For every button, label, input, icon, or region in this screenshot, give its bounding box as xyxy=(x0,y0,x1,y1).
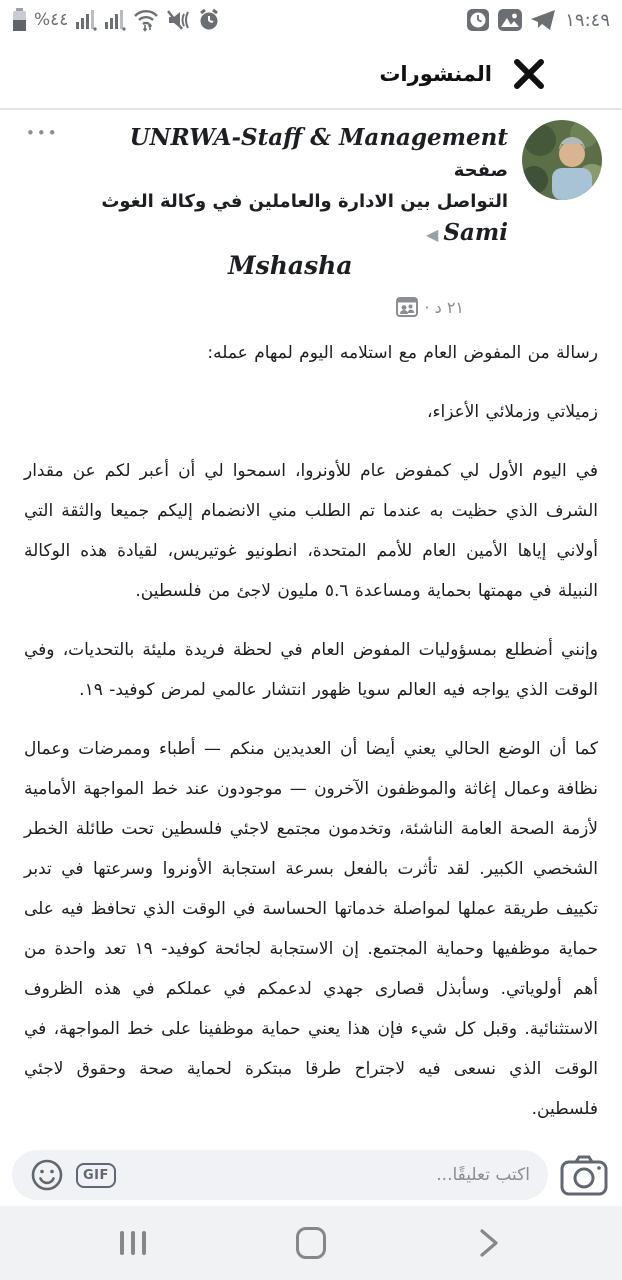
page-name-arabic-prefix: صفحة xyxy=(453,160,508,181)
post-header xyxy=(0,110,622,285)
battery-icon xyxy=(12,8,27,32)
back-icon[interactable] xyxy=(476,1226,502,1260)
post-title-block[interactable] xyxy=(73,120,508,285)
post-body xyxy=(0,317,622,1144)
comment-bar xyxy=(0,1144,622,1206)
close-icon[interactable] xyxy=(510,55,548,93)
post-paragraph: رسالة من المفوض العام مع استلامه اليوم لمهام عمله: xyxy=(207,343,598,363)
post-paragraph: وإنني أضطلع بمسؤوليات المفوض العام في لحظة فريدة مليئة بالتحديات، وفي الوقت الذي يواجه فيه العالم سويا ظهور انتشار عالمي لمرض كوفيد- ١٩. xyxy=(24,640,598,700)
gallery-icon xyxy=(497,8,523,32)
comment-input-pill[interactable] xyxy=(12,1150,548,1200)
page-name-line1 xyxy=(73,122,508,186)
shared-arrow-icon: ◀ xyxy=(426,225,439,244)
avatar[interactable] xyxy=(522,120,602,200)
timestamp-row xyxy=(0,285,622,317)
wifi-icon xyxy=(133,8,159,32)
battery-percent: %٤٤ xyxy=(34,10,69,30)
page-name-line2 xyxy=(73,186,508,250)
status-right-icons xyxy=(466,8,610,32)
group-icon xyxy=(396,297,418,317)
timestamp: ٢١ د · xyxy=(424,297,464,317)
clock-app-icon xyxy=(466,8,490,32)
camera-icon[interactable] xyxy=(558,1152,610,1198)
author-last-name: Mshasha xyxy=(227,251,353,280)
recents-icon[interactable] xyxy=(120,1231,146,1255)
mute-vibrate-icon xyxy=(166,8,190,32)
page-name-arabic-rest: التواصل بين الادارة والعاملين في وكالة الغوث xyxy=(101,191,508,212)
page-name-latin: UNRWA-Staff & Management xyxy=(129,124,508,151)
author-line xyxy=(73,250,508,285)
comment-input[interactable] xyxy=(128,1165,530,1185)
author-first-name: Sami xyxy=(443,219,508,246)
post-paragraph: في اليوم الأول لي كمفوض عام للأونروا، اسمحوا لي أن أعبر لكم عن مقدار الشرف الذي حظيت به عندما تم الطلب مني الانضمام إليكم جميعا والثقة التي أولاني إياها الأمين العام للأمم المتحدة، انطونيو غوتيريس، لقيادة هذه الوكالة النبيلة في مهمتها بحماية ومساعدة ٥.٦ مليون لاجئ من فلسطين. xyxy=(24,461,598,601)
gif-button[interactable]: GIF xyxy=(76,1163,116,1188)
home-icon[interactable] xyxy=(296,1227,326,1259)
post-paragraph: زميلاتي وزملائي الأعزاء، xyxy=(426,402,598,422)
signal-icon xyxy=(104,9,126,31)
status-bar xyxy=(0,0,622,40)
clock-time: ١٩:٤٩ xyxy=(565,9,610,31)
post-paragraph: كما أن الوضع الحالي يعني أيضا أن العديدين منكم — أطباء وممرضات وعمال نظافة وعمال إغاثة والموظفون الآخرون — موجودون عند خط المواجهة الأمامية لأزمة الصحة العامة الناشئة، وتخدمون مجتمع لاجئي فلسطين تحت طائلة الخطر الشخصي الكبير. لقد تأثرت بالفعل بسرعة استجابة الأونروا وسرعتها في تدبر تكييف طريقة عملها لمواصلة خدماتها الحساسة في الوقت الذي تحافظ فيه على حماية موظفيها وحماية المجتمع. إن الاستجابة لجائحة كوفيد- ١٩ تعد واحدة من أهم أولوياتي. وسأبذل قصارى جهدي لدعمكم في عملكم في هذه الظروف الاستثنائية. وقبل كل شيء فإن هذا يعني حماية موظفينا على خط المواجهة، في الوقت الذي نسعى فيه لاجتراح طرقا مبتكرة لحماية صحة وحقوق لاجئي فلسطين. xyxy=(24,739,598,1119)
posts-header xyxy=(0,40,622,108)
alarm-icon xyxy=(197,8,221,32)
status-left-icons xyxy=(12,8,221,32)
more-options-icon[interactable]: ••• xyxy=(26,124,59,142)
emoji-icon[interactable] xyxy=(30,1158,64,1192)
signal-icon xyxy=(75,9,97,31)
page-title: المنشورات xyxy=(379,62,492,86)
telegram-icon xyxy=(530,8,556,32)
navigation-bar xyxy=(0,1206,622,1280)
